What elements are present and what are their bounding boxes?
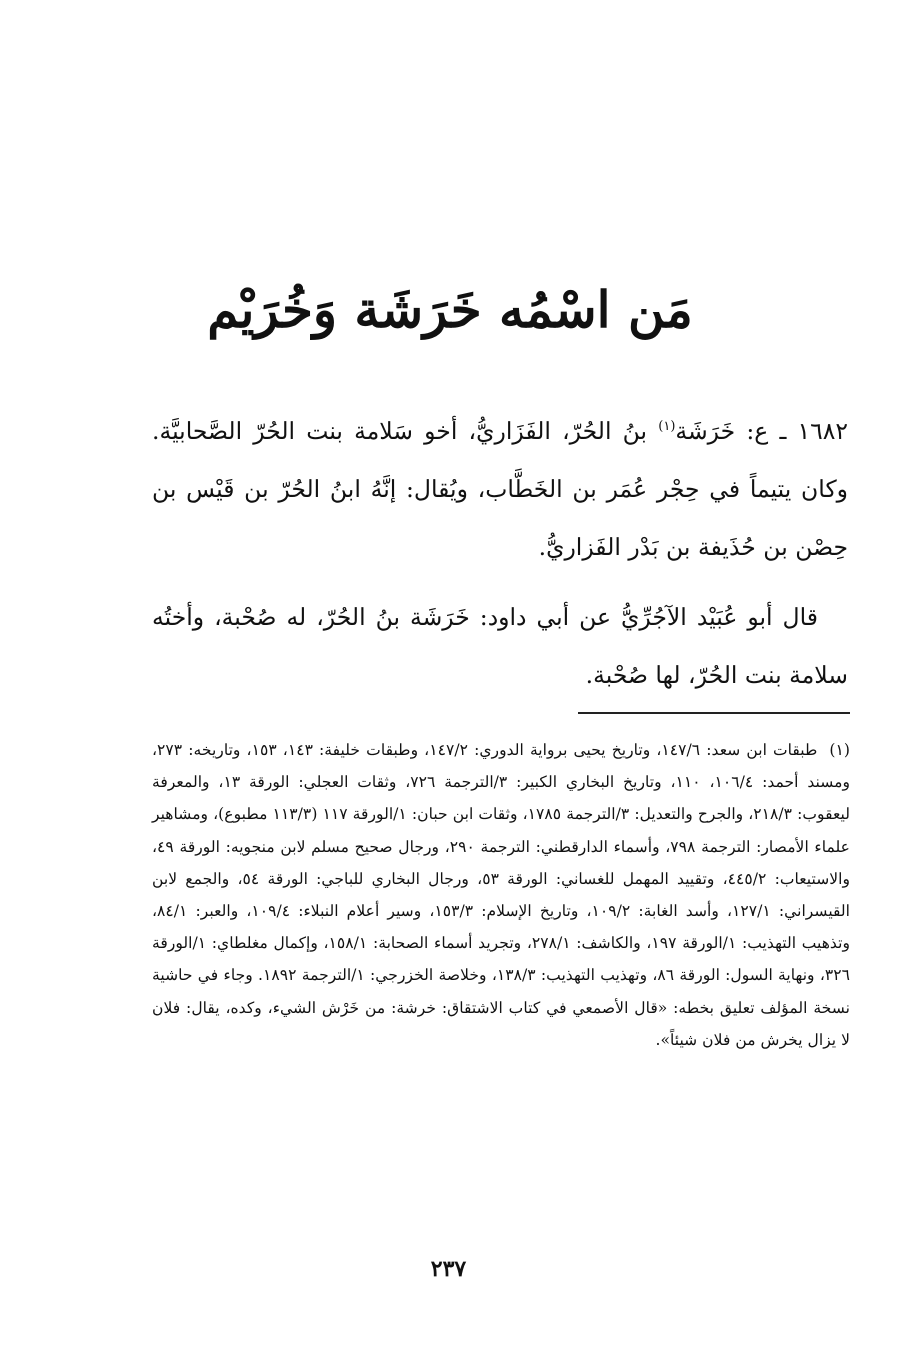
entry-name: خَرَشَة [675, 417, 736, 445]
entry-symbol: ع [754, 417, 769, 445]
quote-paragraph: قال أبو عُبَيْد الآجُرِّيُّ عن أبي داود: خَرَشَة بنُ الحُرّ، له صُحْبة، وأختُه سلامة بنت الحُرّ، لها صُحْبة. [152, 603, 848, 689]
footnote-number: (١) [829, 741, 850, 759]
footnote-reference[interactable]: (١) [658, 419, 676, 435]
entry-number: ١٦٨٢ [797, 417, 848, 445]
main-text [152, 402, 848, 704]
page-number: ٢٣٧ [430, 1256, 467, 1282]
entry-text: بنُ الحُرّ، الفَزَاريُّ، أخو سَلامة بنت الحُرّ الصَّحابيَّة. وكان يتيماً في حِجْر عُمَر بن الخَطَّاب، ويُقال: إنَّهُ ابنُ الحُرّ بن قَيْس بن حِصْن بن حُذَيفة بن بَدْر الفَزاريُّ. [152, 417, 848, 561]
footnote-text: طبقات ابن سعد: ١٤٧/٦، وتاريخ يحيى برواية الدوري: ١٤٧/٢، وطبقات خليفة: ١٤٣، ١٥٣، وتاريخه: ٢٧٣، ومسند أحمد: ١٠٦/٤، ١١٠، وتاريخ البخاري الكبير: ٣/الترجمة ٧٢٦، وثقات العجلي: الورقة ١٣، والمعرفة ليعقوب: ٢١٨/٣، والجرح والتعديل: ٣/الترجمة ١٧٨٥، وثقات ابن حبان: ١/الورقة ١١٧ (١١٣/٣ مطبوع)، ومشاهير علماء الأمصار: الترجمة ٧٩٨، وأسماء الدارقطني: الترجمة ٢٩٠، ورجال صحيح مسلم لابن منجويه: الورقة ٤٩، والاستيعاب: ٤٤٥/٢، وتقييد المهمل للغساني: الورقة ٥٣، ورجال البخاري للباجي: الورقة ٥٤، والجمع لابن القيسراني: ١٢٧/١، وأسد الغابة: ١٠٩/٢، وتاريخ الإسلام: ١٥٣/٣، وسير أعلام النبلاء: ١٠٩/٤، والعبر: ٨٤/١، وتذهيب التهذيب: ١/الورقة ١٩٧، والكاشف: ٢٧٨/١، وتجريد أسماء الصحابة: ١٥٨/١، وإكمال مغلطاي: ١/الورقة ٣٢٦، ونهاية السول: الورقة ٨٦، وتهذيب التهذيب: ١٣٨/٣، وخلاصة الخزرجي: ١/الترجمة ١٨٩٢. وجاء في حاشية نسخة المؤلف تعليق بخطه: «قال الأصمعي في كتاب الاشتقاق: خرشة: من خَرْش الشيء، وكده، يقال: فلان لا يزال يخرش من فلان شيئاً». [152, 741, 851, 1049]
section-heading: مَن اسْمُه خَرَشَة وَخُرَيْم [207, 280, 693, 339]
entry-paragraph: ١٦٨٢ ـ ع: خَرَشَة$^{(١)}$ بنُ الحُرّ، الفَزَاريُّ، أخو سَلامة بنت الحُرّ الصَّحابيَّة. وكان يتيماً في حِجْر عُمَر بن الخَطَّاب، ويُقال: إنَّهُ ابنُ الحُرّ بن قَيْس بن حِصْن بن حُذَيفة بن بَدْر الفَزاريُّ. [152, 417, 848, 561]
footnote-divider [578, 712, 850, 714]
footnote [152, 734, 850, 1056]
